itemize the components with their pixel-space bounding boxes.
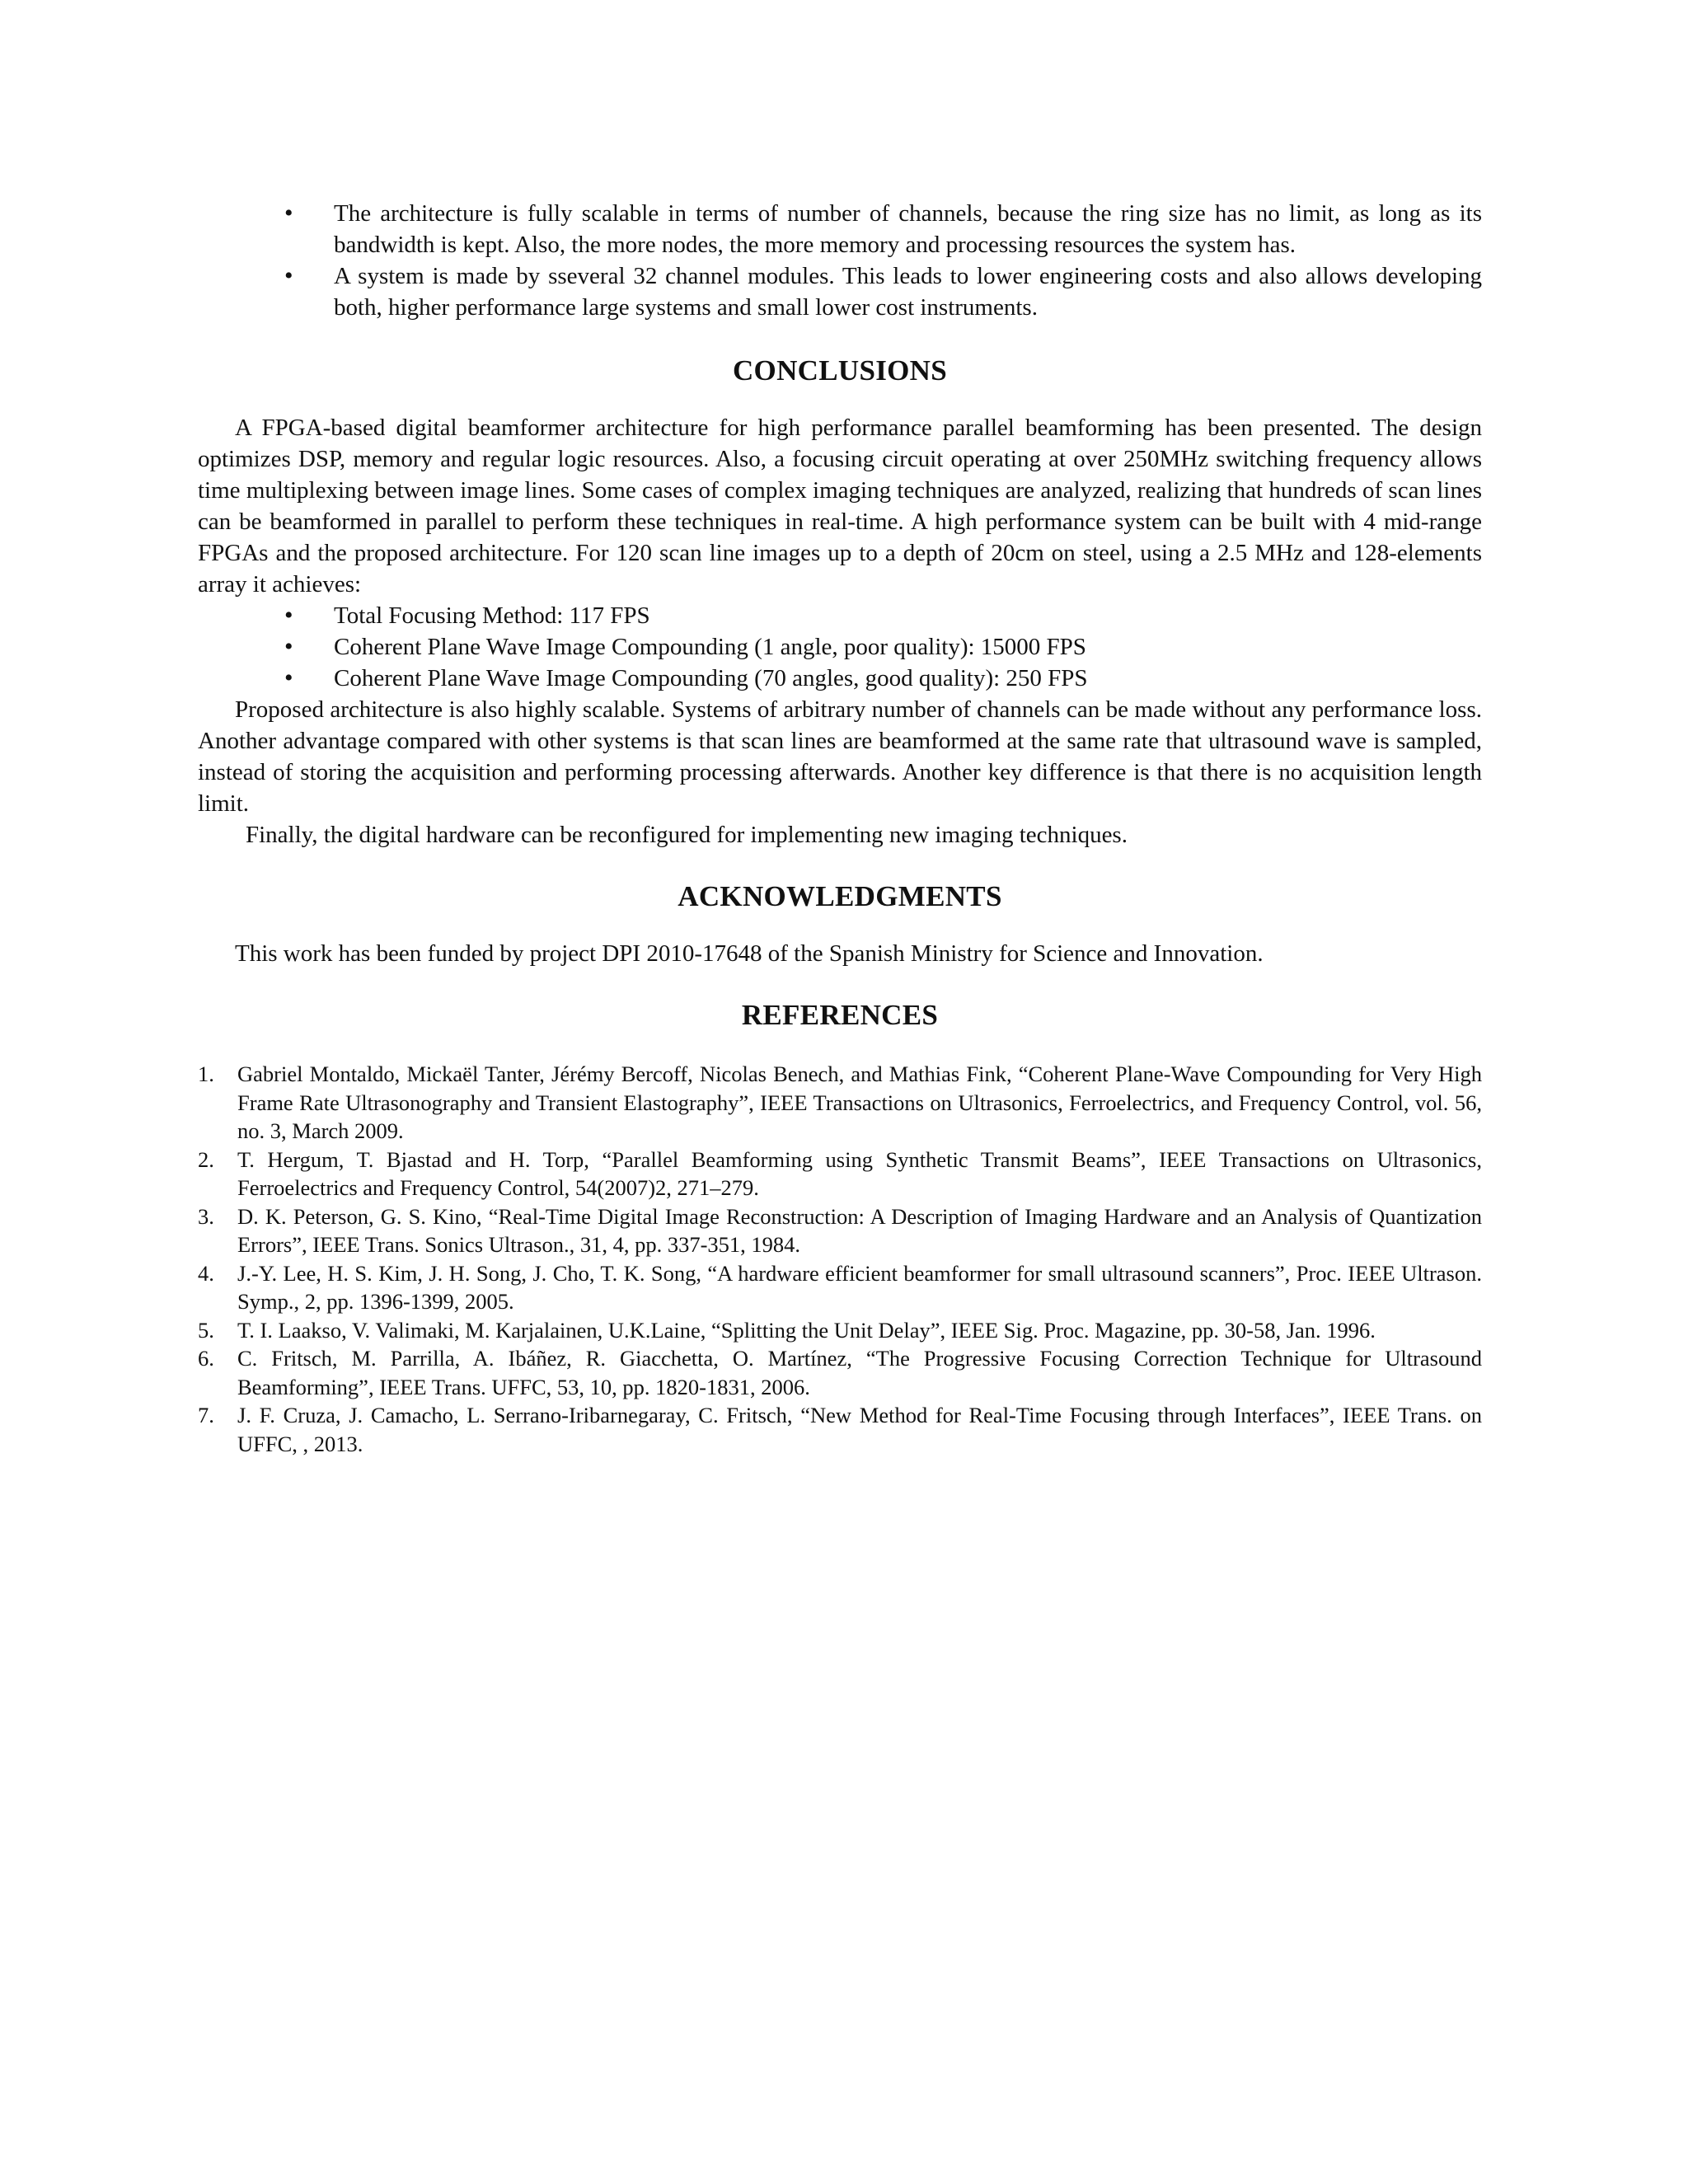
reference-number: 7. — [198, 1403, 214, 1427]
conclusions-paragraph: Finally, the digital hardware can be reconfigured for implementing new imaging techniques. — [246, 822, 1128, 848]
reference-item — [198, 1146, 1482, 1202]
references-heading: REFERENCES — [741, 999, 939, 1031]
reference-text: T. Hergum, T. Bjastad and H. Torp, “Parallel Beamforming using Synthetic Transmit Beams”, IEEE Transactions on Ultrasonics, Ferroelectrics and Frequency Control, 54(2007)2, 271–279. — [237, 1146, 1482, 1200]
reference-number: 6. — [198, 1346, 214, 1371]
reference-item — [198, 1316, 1482, 1345]
fps-bullet-list — [198, 600, 1482, 694]
reference-item — [198, 1202, 1482, 1259]
reference-number: 4. — [198, 1260, 214, 1286]
reference-text: Gabriel Montaldo, Mickaël Tanter, Jérémy Bercoff, Nicolas Benech, and Mathias Fink, “Coherent Plane-Wave Compounding for Very High Frame Rate Ultrasonography and Transient Elastography”, IEEE Transactions on Ultrasonics, Ferroelectrics, and Frequency Control, vol. 56, no. 3, March 2009. — [237, 1062, 1482, 1143]
reference-item — [198, 1259, 1482, 1316]
conclusions-paragraph: Proposed architecture is also highly scalable. Systems of arbitrary number of channels can be made without any performance loss. Another advantage compared with other systems is that scan lines are beamformed at the same rate that ultrasound wave is sampled, instead of storing the acquisition and performing processing afterwards. Another key difference is that there is no acquisition length limit. — [198, 696, 1482, 817]
reference-number: 2. — [198, 1146, 214, 1172]
reference-number: 3. — [198, 1203, 214, 1229]
bullet-item: • The architecture is fully scalable in terms of number of channels, because the ring size has no limit, as long as its bandwidth is kept. Also, the more nodes, the more memory and processing resources the system has. — [198, 198, 1482, 260]
bullet-item: • Coherent Plane Wave Image Compounding (1 angle, poor quality): 15000 FPS — [198, 631, 1482, 663]
reference-text: J.-Y. Lee, H. S. Kim, J. H. Song, J. Cho, T. K. Song, “A hardware efficient beamformer for small ultrasound scanners”, Proc. IEEE Ultrason. Symp., 2, pp. 1396-1399, 2005. — [237, 1260, 1482, 1314]
reference-number: 1. — [198, 1062, 214, 1086]
acknowledgments-heading: ACKNOWLEDGMENTS — [678, 880, 1002, 912]
conclusions-heading: CONCLUSIONS — [732, 354, 948, 387]
bullet-item: • Coherent Plane Wave Image Compounding (70 angles, good quality): 250 FPS — [198, 663, 1482, 694]
reference-text: J. F. Cruza, J. Camacho, L. Serrano-Iribarnegaray, C. Fritsch, “New Method for Real-Time Focusing through Interfaces”, IEEE Trans. on UFFC, , 2013. — [237, 1403, 1482, 1456]
reference-text: T. I. Laakso, V. Valimaki, M. Karjalainen, U.K.Laine, “Splitting the Unit Delay”, IEEE Sig. Proc. Magazine, pp. 30-58, Jan. 1996. — [237, 1317, 1376, 1343]
reference-item — [198, 1344, 1482, 1401]
conclusions-paragraph: A FPGA-based digital beamformer architecture for high performance parallel beamforming has been presented. The design optimizes DSP, memory and regular logic resources. Also, a focusing circuit operating at over 250MHz switching frequency allows time multiplexing between image lines. Some cases of complex imaging techniques are analyzed, realizing that hundreds of scan lines can be beamformed in parallel to perform these techniques in real-time. A high performance system can be built with 4 mid-range FPGAs and the proposed architecture. For 120 scan line images up to a depth of 20cm on steel, using a 2.5 MHz and 128-elements array it achieves: — [198, 415, 1482, 598]
acknowledgments-text: This work has been funded by project DPI 2010-17648 of the Spanish Ministry for Science and Innovation. — [235, 940, 1264, 967]
reference-item — [198, 1060, 1482, 1146]
architecture-bullet-list — [198, 198, 1482, 323]
paper-page — [198, 198, 1482, 1458]
reference-number: 5. — [198, 1317, 214, 1343]
reference-text: D. K. Peterson, G. S. Kino, “Real-Time Digital Image Reconstruction: A Description of Imaging Hardware and an Analysis of Quantization Errors”, IEEE Trans. Sonics Ultrason., 31, 4, pp. 337-351, 1984. — [237, 1203, 1482, 1257]
reference-text: C. Fritsch, M. Parrilla, A. Ibáñez, R. Giacchetta, O. Martínez, “The Progressive Focusing Correction Technique for Ultrasound Beamforming”, IEEE Trans. UFFC, 53, 10, pp. 1820-1831, 2006. — [237, 1346, 1482, 1399]
reference-list — [198, 1060, 1482, 1458]
bullet-item: • A system is made by sseveral 32 channel modules. This leads to lower engineering costs and also allows developing both, higher performance large systems and small lower cost instruments. — [198, 260, 1482, 323]
reference-item — [198, 1401, 1482, 1458]
bullet-item: • Total Focusing Method: 117 FPS — [198, 600, 1482, 631]
